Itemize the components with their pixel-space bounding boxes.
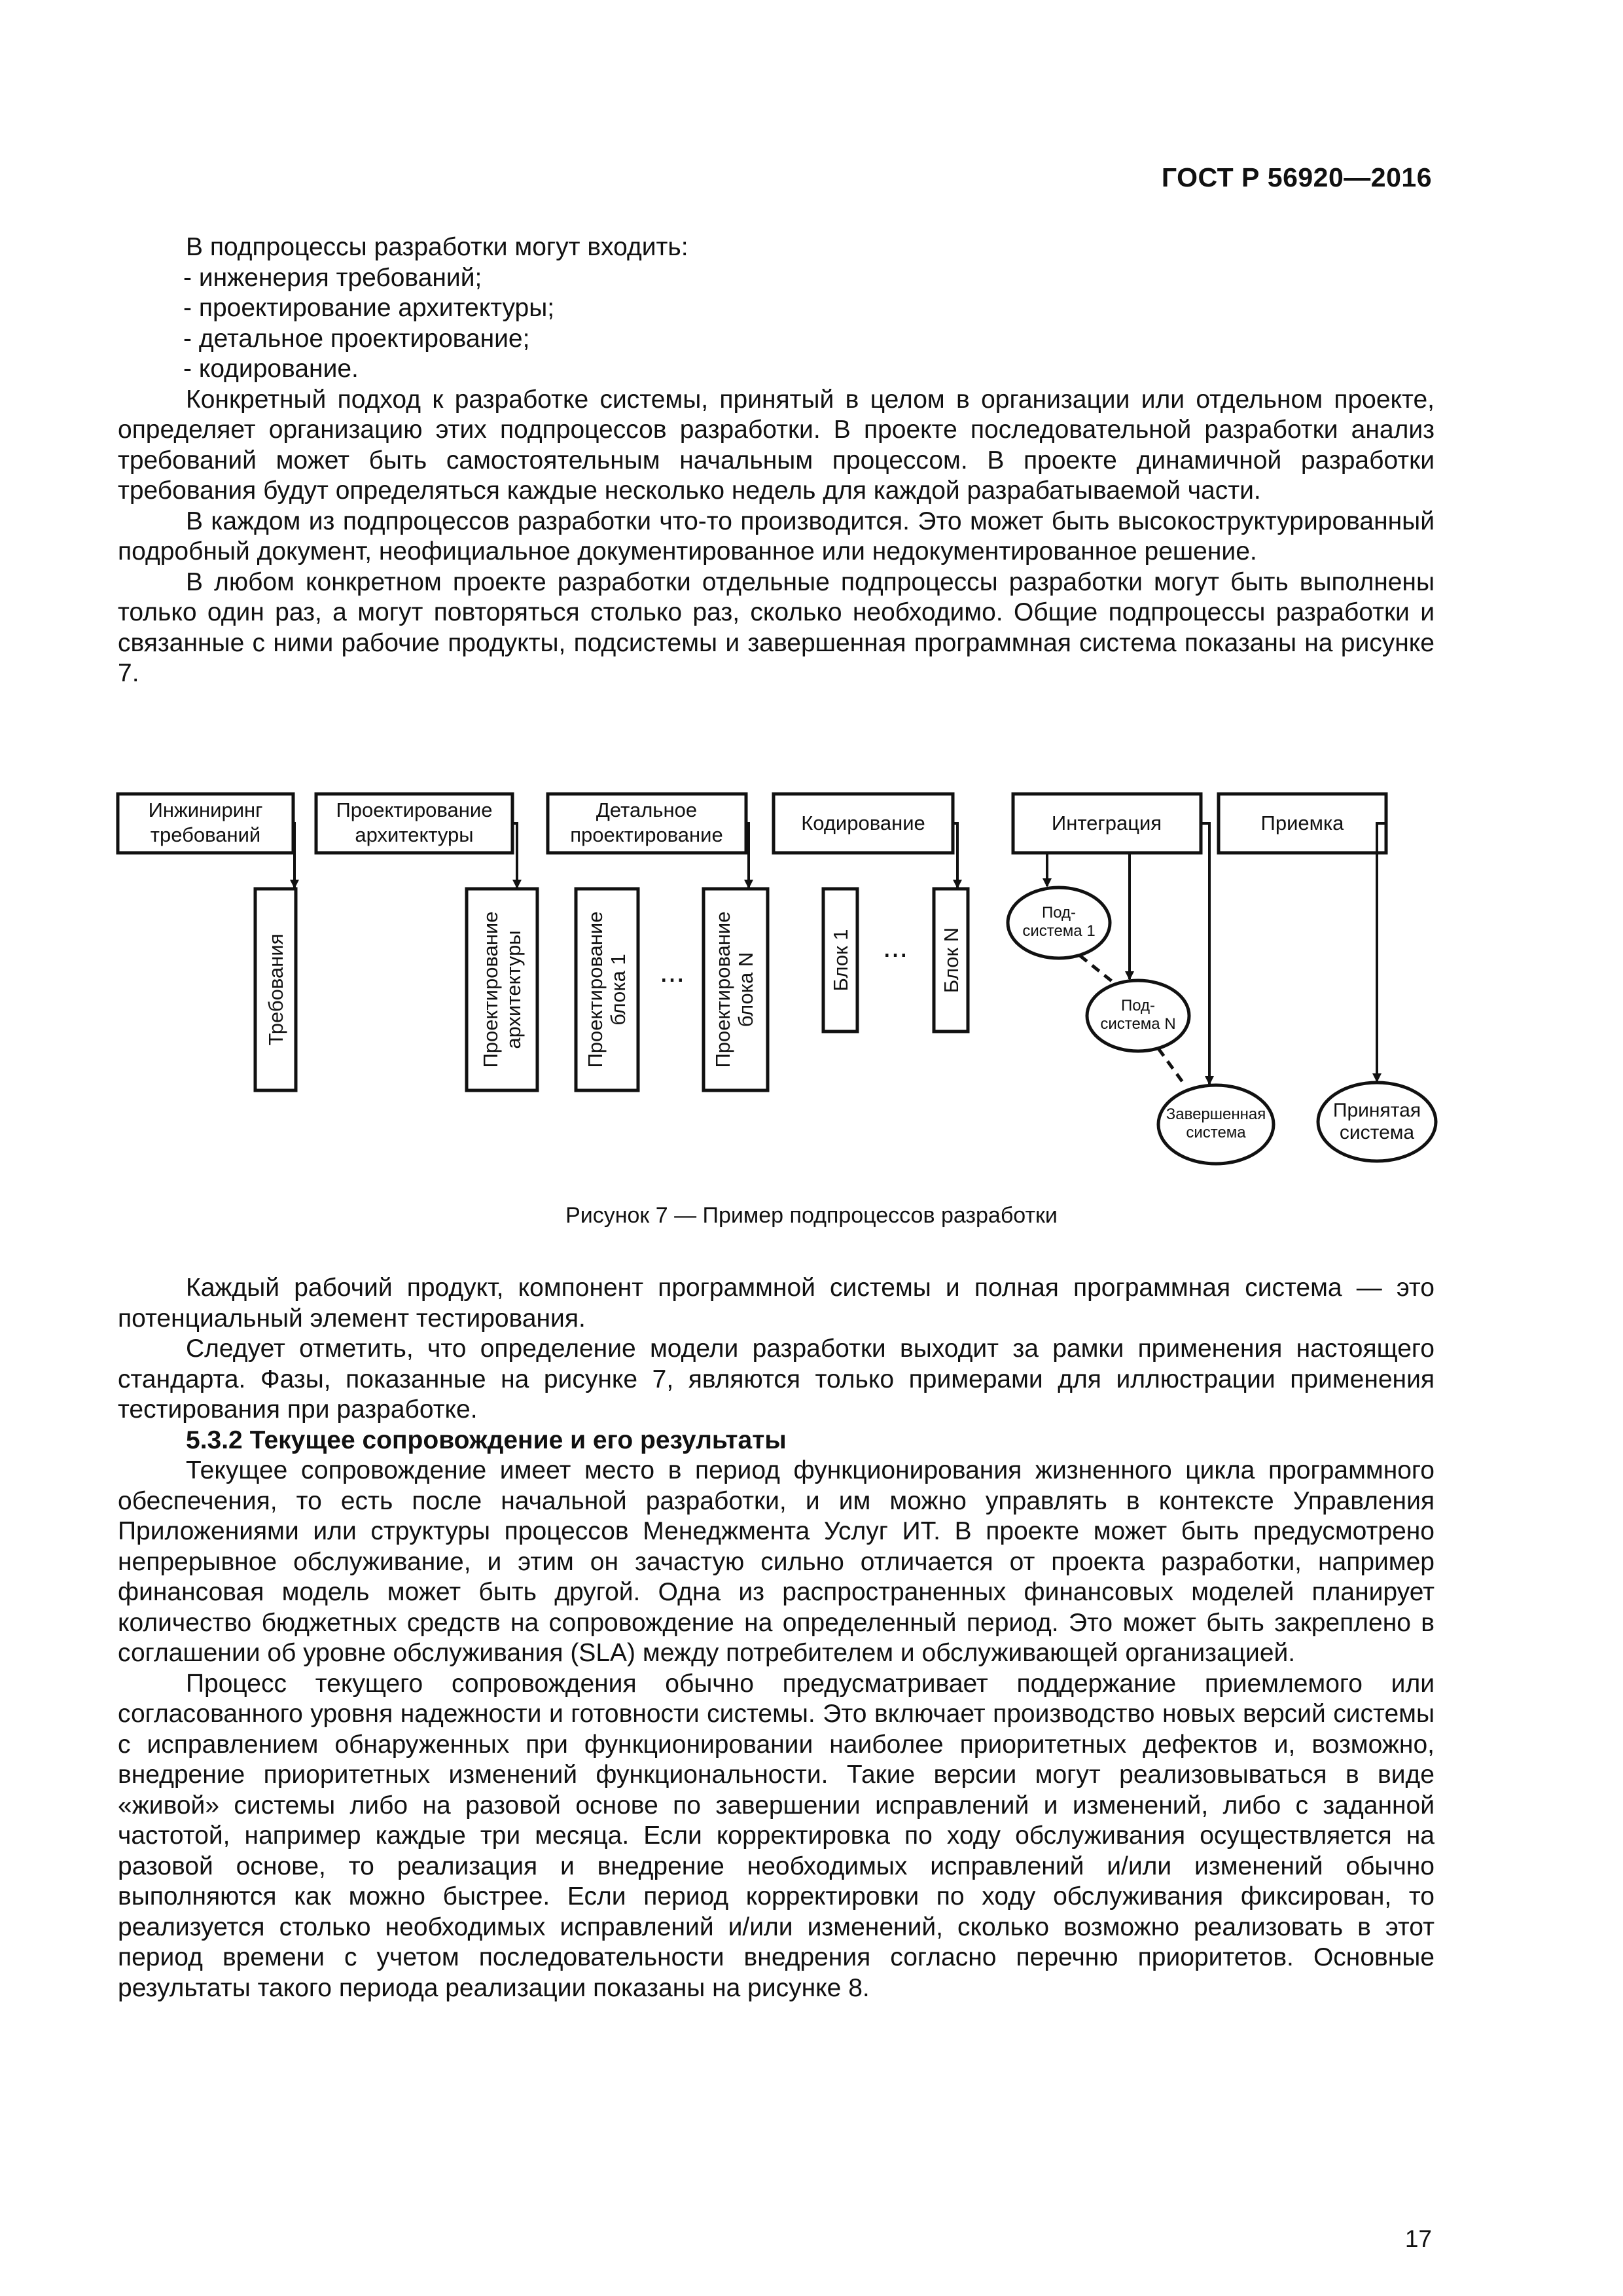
phase-label: Кодирование bbox=[801, 812, 925, 834]
ellipse-label: система bbox=[1186, 1124, 1246, 1141]
section-maintenance bbox=[118, 1273, 1435, 2003]
product-label: Проектирование bbox=[711, 911, 734, 1068]
ellipsis-mark: ... bbox=[882, 929, 908, 963]
ellipse-label: система 1 bbox=[1022, 922, 1096, 940]
list-item: - проектирование архитектуры; bbox=[183, 294, 555, 322]
phase-label: Интеграция bbox=[1051, 812, 1162, 834]
paragraph: Процесс текущего сопровождения обычно предусматривает поддержание приемлемого или согласованного уровня надежности и готовности системы. Это включает производство новых версий системы с исправлением обнаруженных при функционировании наиболее приоритетных дефектов и, возможно, внедрение приоритетных изменений функциональности. Такие версии могут реализовываться в виде «живой» системы либо на разовой основе по завершении исправлений и изменений, либо с заданной частотой, например каждые три месяца. Если корректировка по ходу обслуживания осуществляется на разовой основе, то реализация и внедрение необходимых исправлений и/или изменений обычно выполняются как можно быстрее. Если период корректировки по ходу обслуживания фиксирован, то реализуется столько необходимых исправлений и/или изменений, сколько возможно реализовать в этот период времени с учетом последовательности внедрения согласно перечню приоритетов. Основные результаты такого периода реализации показаны на рисунке 8. bbox=[118, 1669, 1435, 2002]
phase-label: архитектуры bbox=[355, 823, 474, 846]
ellipse-label: Завершенная bbox=[1166, 1105, 1266, 1123]
phase-label: проектирование bbox=[570, 823, 723, 846]
phase-label: Инжиниринг bbox=[148, 798, 263, 821]
dashed-link-to-complete bbox=[1158, 1049, 1186, 1086]
section-development-subprocesses bbox=[118, 232, 1435, 689]
paragraph: Конкретный подход к разработке системы, принятый в целом в организации или отдельном проекте, определяет организацию этих подпроцессов разработки. В проекте последовательной разработки анализ требований может быть самостоятельным начальным процессом. В проекте динамичной разработки требования будут определяться каждые несколько недель для каждой разрабатываемой части. bbox=[118, 385, 1435, 505]
arrow-requirements bbox=[293, 823, 294, 888]
document-header: ГОСТ Р 56920—2016 bbox=[1161, 162, 1432, 192]
product-label: блока N bbox=[734, 952, 757, 1028]
list-item: - кодирование. bbox=[183, 355, 359, 383]
product-label: архитектуры bbox=[502, 930, 525, 1049]
ellipse-label: Под- bbox=[1041, 904, 1077, 922]
ellipse-label: Принятая bbox=[1332, 1100, 1421, 1121]
product-label: Блок 1 bbox=[829, 929, 852, 992]
arrow-acceptance bbox=[1377, 823, 1386, 1081]
list-intro: В подпроцессы разработки могут входить: bbox=[186, 233, 688, 261]
ellipse-label: Под- bbox=[1120, 997, 1156, 1014]
paragraph: Текущее сопровождение имеет место в период функционирования жизненного цикла программного обеспечения, то есть после начальной разработки, и им можно управлять в контексте Управления Приложениями или структуры процессов Менеджмента Услуг ИТ. В проекте может быть предусмотрено непрерывное обслуживание, и этим он зачастую сильно отличается от проекта разработки, например финансовая модель может быть другой. Одна из распространенных финансовых моделей планирует количество бюджетных средств на сопровождение на определенный период. Это может быть закреплено в соглашении об уровне обслуживания (SLA) между потребителем и обслуживающей организацией. bbox=[118, 1456, 1435, 1667]
ellipse-label: система N bbox=[1100, 1015, 1176, 1033]
section-heading: 5.3.2 Текущее сопровождение и его результаты bbox=[186, 1426, 787, 1454]
phase-label: Проектирование bbox=[336, 798, 493, 821]
figure-7-diagram bbox=[0, 772, 1623, 1204]
ellipsis-mark: ... bbox=[659, 954, 685, 988]
paragraph: В каждом из подпроцессов разработки что-то производится. Это может быть высокоструктурированный подробный документ, неофициальное документированное или недокументированное решение. bbox=[118, 507, 1435, 565]
phase-label: требований bbox=[150, 823, 261, 846]
phase-label: Приемка bbox=[1260, 812, 1344, 834]
product-label: Проектирование bbox=[584, 911, 607, 1068]
figure-caption: Рисунок 7 — Пример подпроцессов разработки bbox=[565, 1203, 1058, 1228]
paragraph: Каждый рабочий продукт, компонент программной системы и полная программная система — это потенциальный элемент тестирования. bbox=[118, 1274, 1435, 1333]
phase-label: Детальное bbox=[596, 798, 698, 821]
product-label: Требования bbox=[264, 933, 287, 1046]
list-item: - инженерия требований; bbox=[183, 263, 482, 292]
dashed-link-subsystems bbox=[1080, 956, 1113, 982]
paragraph: Следует отметить, что определение модели разработки выходит за рамки применения настоящего стандарта. Фазы, показанные на рисунке 7, являются только примерами для иллюстрации применения тестирования при разработке. bbox=[118, 1335, 1435, 1424]
paragraph: В любом конкретном проекте разработки отдельные подпроцессы разработки могут быть выполнены только один раз, а могут повторяться столько раз, сколько необходимо. Общие подпроцессы разработки и связанные с ними рабочие продукты, подсистемы и завершенная программная система показаны на рисунке 7. bbox=[118, 567, 1435, 687]
page-number: 17 bbox=[1404, 2225, 1432, 2252]
product-label: блока 1 bbox=[607, 954, 630, 1026]
product-label: Блок N bbox=[940, 927, 963, 994]
list-item: - детальное проектирование; bbox=[183, 324, 530, 353]
product-label: Проектирование bbox=[479, 911, 502, 1068]
ellipse-label: система bbox=[1339, 1122, 1415, 1143]
arrow-integration-complete bbox=[1201, 823, 1209, 1084]
